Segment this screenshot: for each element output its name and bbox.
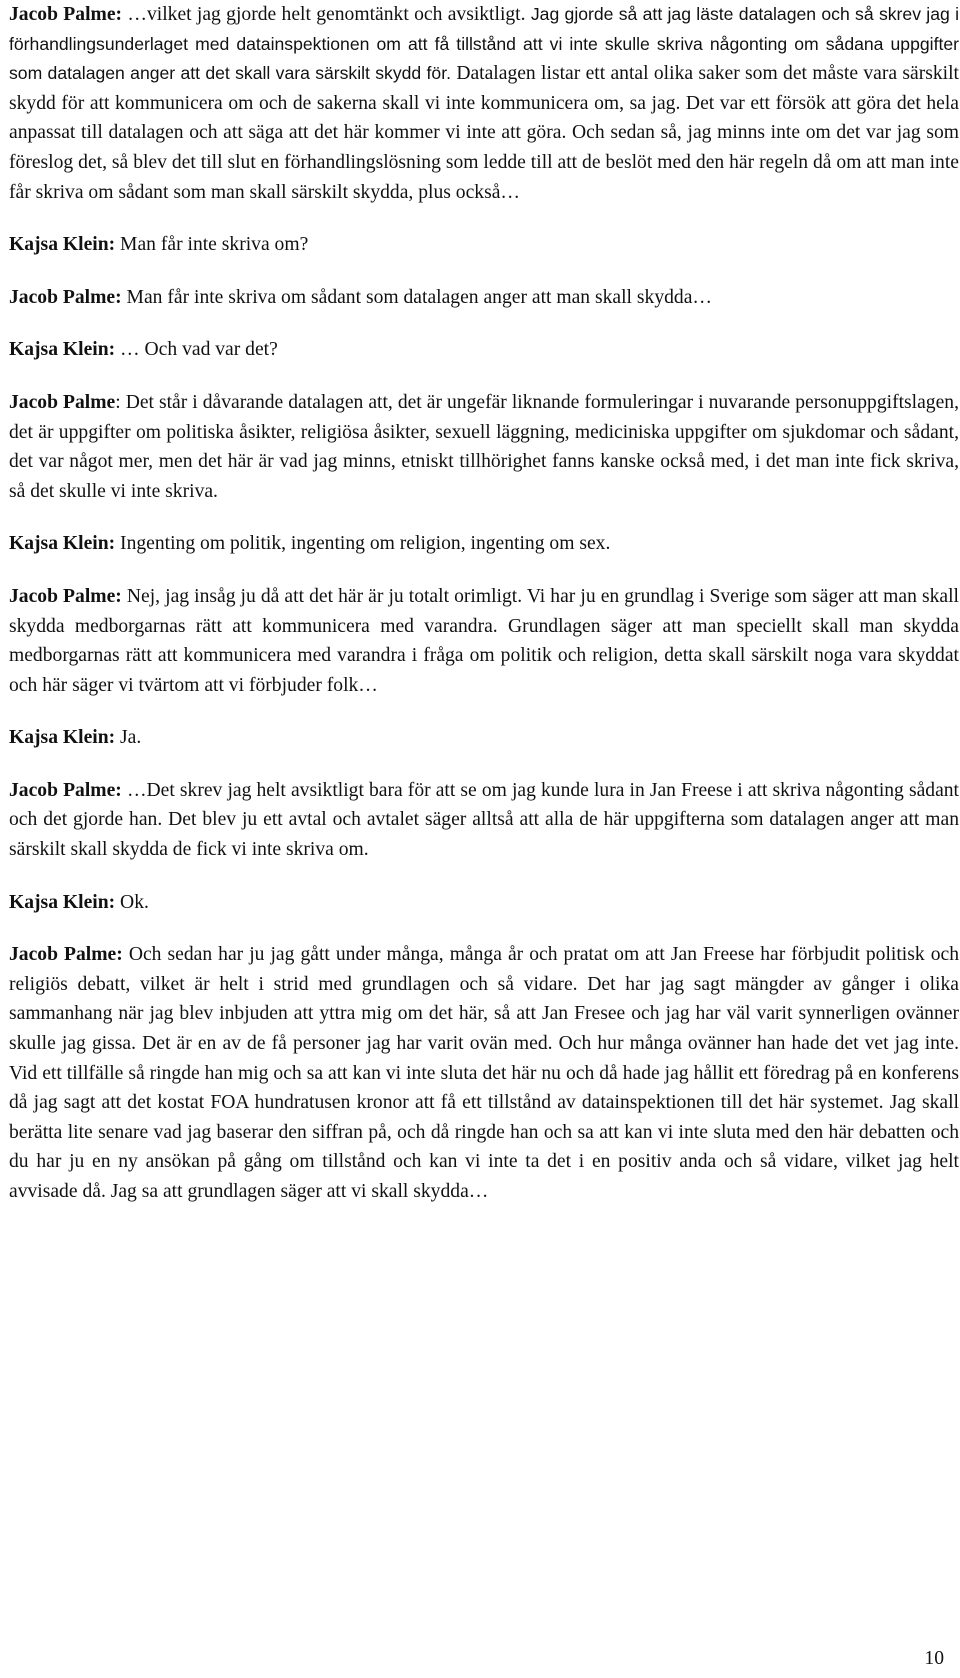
paragraph-text: Man får inte skriva om sådant som datalagen anger att man skall skydda… (121, 286, 713, 308)
speaker-name: Kajsa Klein: (9, 234, 116, 256)
paragraph-text: … Och vad var det? (115, 339, 278, 361)
paragraph (9, 388, 959, 506)
paragraph (9, 582, 959, 700)
paragraph (9, 335, 959, 365)
paragraph (9, 230, 959, 260)
paragraph (9, 529, 959, 559)
page-number: 10 (924, 1648, 944, 1669)
paragraph (9, 940, 959, 1206)
speaker-name: Jacob Palme: (9, 4, 123, 25)
paragraph-text: Datalagen listar ett antal olika saker som det måste vara särskilt skydd för att kommunicera om och de sakerna skall vi inte kommunicera om, sa jag. Det var ett försök att göra det hela anpassat till datalagen och att säga att det här kommer vi inte att göra. Och sedan så, jag minns inte om det var jag som föreslog det, så blev det till slut en förhandlingslösning som ledde till att de beslöt med den här regeln då om att man inte får skriva om sådant som man skall särskilt skydda, plus också… (9, 63, 959, 203)
paragraph-text: …Det skrev jag helt avsiktligt bara för att se om jag kunde lura in Jan Freese i att skriva någonting sådant och det gjorde han. Det blev ju ett avtal och avtalet säger alltså att alla de här uppgifterna som datalagen anger att man särskilt skall skydda de fick vi inte skriva om. (9, 779, 960, 861)
speaker-name: Jacob Palme (9, 391, 116, 413)
paragraph (9, 0, 959, 207)
paragraph-text: …vilket jag gjorde helt genomtänkt och avsiktligt. (122, 4, 531, 25)
paragraph (9, 723, 959, 753)
speaker-name: Jacob Palme: (9, 286, 122, 308)
speaker-name: Kajsa Klein: (9, 891, 116, 913)
paragraph (9, 283, 959, 313)
paragraph-text: : Det står i dåvarande datalagen att, det är ungefär liknande formuleringar i nuvarande personuppgiftslagen, det är uppgifter om politiska åsikter, religiösa åsikter, sexuell läggning, mediciniska uppgifter om sjukdomar och sådant, det var något mer, men det här är vad jag minns, etniskt tillhörighet fanns kanske också med, i det man inte fick skriva, så det skulle vi inte skriva. (9, 391, 959, 502)
paragraph-text: Jag gjorde så att jag läste datalagen och så skrev jag i förhandlingsunderlaget med datainspektionen om att få tillstånd att vi inte skulle skriva någonting om sådana uppgifter som datalagen anger att det skall vara särskilt skydd för. (9, 4, 959, 84)
speaker-name: Jacob Palme: (9, 944, 123, 966)
paragraph (9, 776, 959, 865)
paragraph-text: Nej, jag insåg ju då att det här är ju totalt orimligt. Vi har ju en grundlag i Sverige som säger att man skall skydda medborgarnas rätt att kommunicera med varandra. Grundlagen säger att man speciellt skall man skydda medborgarnas rätt att kommunicera med varandra i fråga om politik och religion, detta skall särskilt noga vara skyddat och här säger vi tvärtom att vi förbjuder folk… (9, 585, 959, 696)
paragraph-text: Ja. (115, 727, 142, 749)
paragraph-text: Ingenting om politik, ingenting om religion, ingenting om sex. (115, 533, 611, 555)
speaker-name: Jacob Palme: (9, 585, 122, 607)
speaker-name: Kajsa Klein: (9, 339, 116, 361)
speaker-name: Kajsa Klein: (9, 727, 116, 749)
paragraph-text: Man får inte skriva om? (115, 234, 309, 256)
paragraph (9, 888, 959, 918)
paragraph-text: Ok. (115, 891, 149, 913)
speaker-name: Kajsa Klein: (9, 533, 116, 555)
speaker-name: Jacob Palme: (9, 779, 122, 801)
document-page (9, 0, 959, 1230)
paragraph-text: Och sedan har ju jag gått under många, många år och pratat om att Jan Freese har förbjudit politisk och religiös debatt, vilket är helt i strid med grundlagen och så vidare. Det har jag sagt mängder av gånger i olika sammanhang när jag blev inbjuden att yttra mig om det här, så att Jan Fresee och jag har väl varit synnerligen ovänner skulle jag gissa. Det är en av de få personer jag har varit ovän med. Och hur många ovänner han hade det vet jag inte. Vid ett tillfälle så ringde han mig och sa att kan vi inte sluta det här nu och då hade jag hållit ett föredrag på en konferens då jag sagt att det kostat FOA hundratusen kronor att få ett tillstånd av datainspektionen till det här systemet. Jag skall berätta lite senare vad jag baserar den siffran på, och då ringde han och sa att kan vi inte sluta med den här debatten och du har ju en ny ansökan på gång om tillstånd och kan vi inte ta det i en positiv anda och så vidare, vilket jag helt avvisade då. Jag sa att grundlagen säger att vi skall skydda… (9, 944, 959, 1202)
